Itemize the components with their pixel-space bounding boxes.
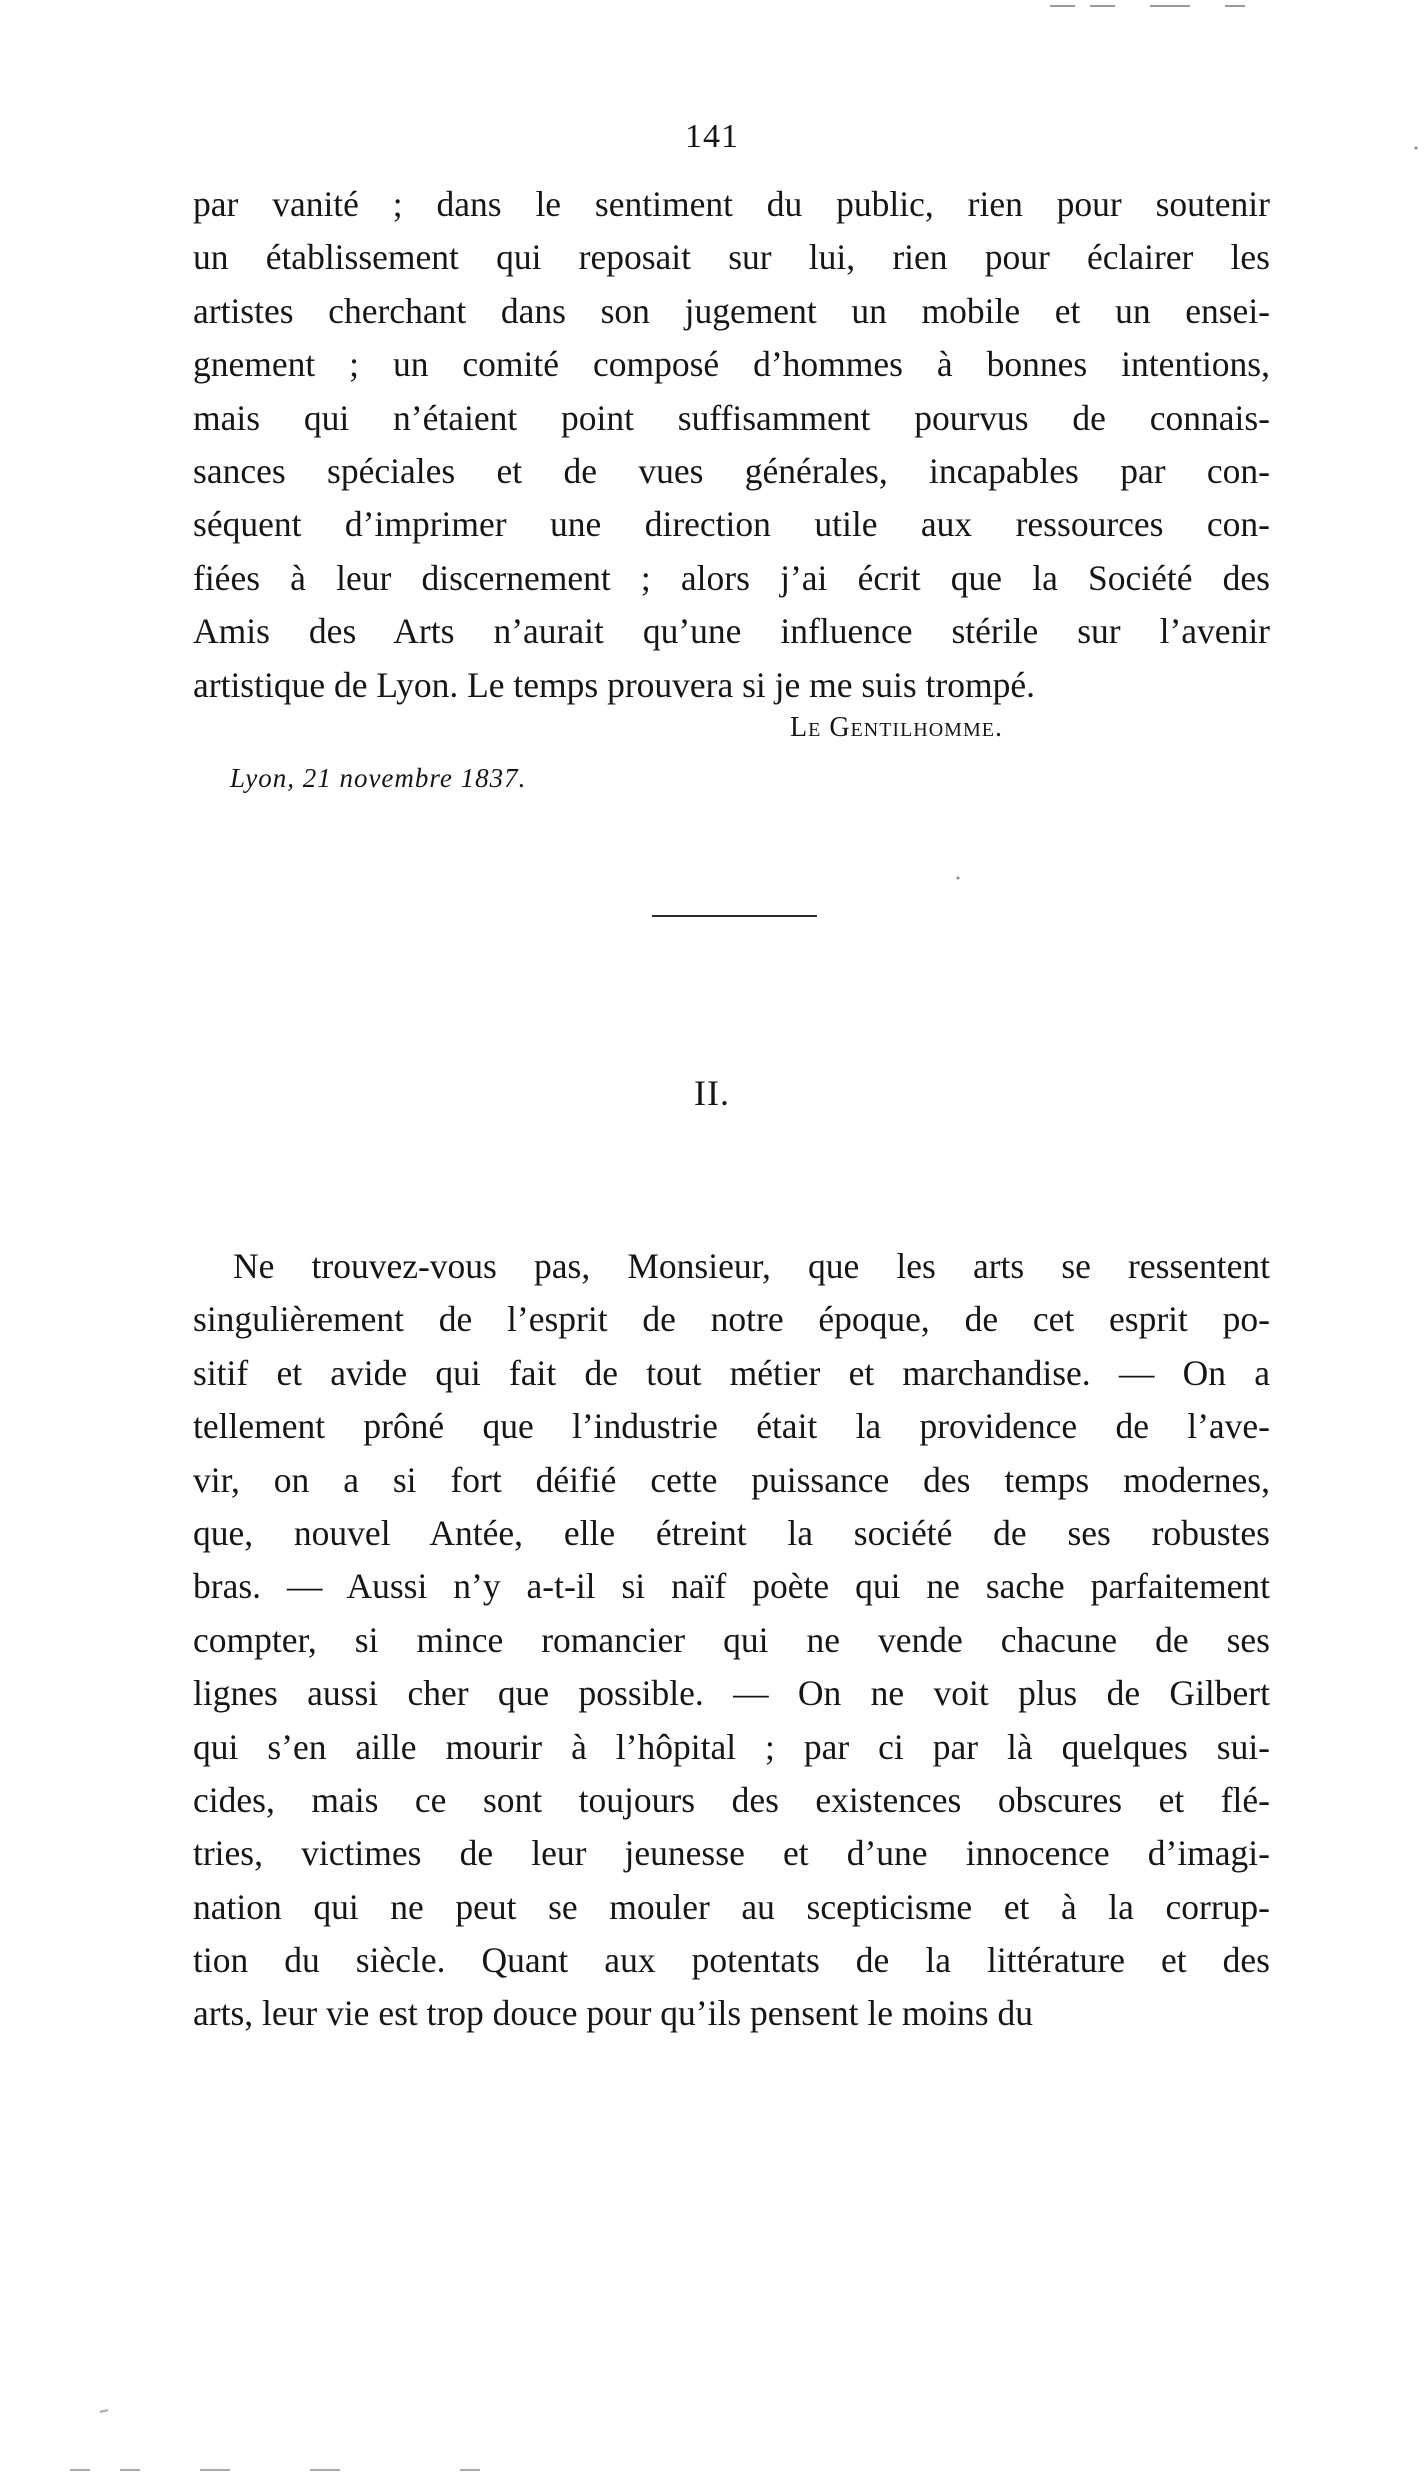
paragraph-2 bbox=[193, 1240, 1270, 2041]
text-line: sances spéciales et de vues générales, incapables par con- bbox=[193, 450, 1270, 491]
text-line: qui s’en aille mourir à l’hôpital ; par ci par là quelques sui- bbox=[193, 1726, 1270, 1767]
text-line: lignes aussi cher que possible. — On ne voit plus de Gilbert bbox=[193, 1673, 1270, 1714]
text-line: séquent d’imprimer une direction utile aux ressources con- bbox=[193, 504, 1270, 545]
section-heading: II. bbox=[694, 1073, 730, 1113]
text-line: Ne trouvez-vous pas, Monsieur, que les arts se ressentent bbox=[233, 1246, 1270, 1286]
text-line: sitif et avide qui fait de tout métier et marchandise. — On a bbox=[193, 1352, 1270, 1393]
text-line: un établissement qui reposait sur lui, rien pour éclairer les bbox=[193, 237, 1270, 278]
text-line: arts, leur vie est trop douce pour qu’ils pensent le moins du bbox=[193, 1993, 1033, 2034]
text-line: artistique de Lyon. Le temps prouvera si je me suis trompé. bbox=[193, 664, 1035, 705]
text-line: artistes cherchant dans son jugement un mobile et un ensei- bbox=[193, 290, 1270, 331]
text-line: nation qui ne peut se mouler au scepticisme et à la corrup- bbox=[193, 1886, 1270, 1927]
section-divider bbox=[652, 915, 817, 917]
dateline: Lyon, 21 novembre 1837. bbox=[230, 763, 527, 793]
text-line: par vanité ; dans le sentiment du public, rien pour soutenir bbox=[193, 184, 1270, 224]
text-line: bras. — Aussi n’y a-t-il si naïf poète qui ne sache parfaitement bbox=[193, 1566, 1270, 1607]
page-number: 141 bbox=[685, 118, 739, 155]
paragraph-1 bbox=[193, 178, 1270, 712]
text-line: mais qui n’étaient point suffisamment pourvus de connais- bbox=[193, 397, 1270, 438]
text-line: cides, mais ce sont toujours des existences obscures et flé- bbox=[193, 1779, 1270, 1820]
text-line: vir, on a si fort déifié cette puissance des temps modernes, bbox=[193, 1459, 1270, 1500]
text-line: singulièrement de l’esprit de notre époque, de cet esprit po- bbox=[193, 1299, 1270, 1340]
text-line: que, nouvel Antée, elle étreint la société de ses robustes bbox=[193, 1512, 1270, 1553]
text-line: Amis des Arts n’aurait qu’une influence stérile sur l’avenir bbox=[193, 611, 1270, 652]
text-line: tries, victimes de leur jeunesse et d’une innocence d’imagi- bbox=[193, 1833, 1270, 1874]
text-line: gnement ; un comité composé d’hommes à bonnes intentions, bbox=[193, 344, 1270, 385]
text-line: tellement prôné que l’industrie était la providence de l’ave- bbox=[193, 1406, 1270, 1447]
text-line: tion du siècle. Quant aux potentats de la littérature et des bbox=[193, 1940, 1270, 1981]
author-signature: Le Gentilhomme. bbox=[790, 712, 1003, 743]
text-line: fiées à leur discernement ; alors j’ai écrit que la Société des bbox=[193, 557, 1270, 598]
text-line: compter, si mince romancier qui ne vende chacune de ses bbox=[193, 1619, 1270, 1660]
